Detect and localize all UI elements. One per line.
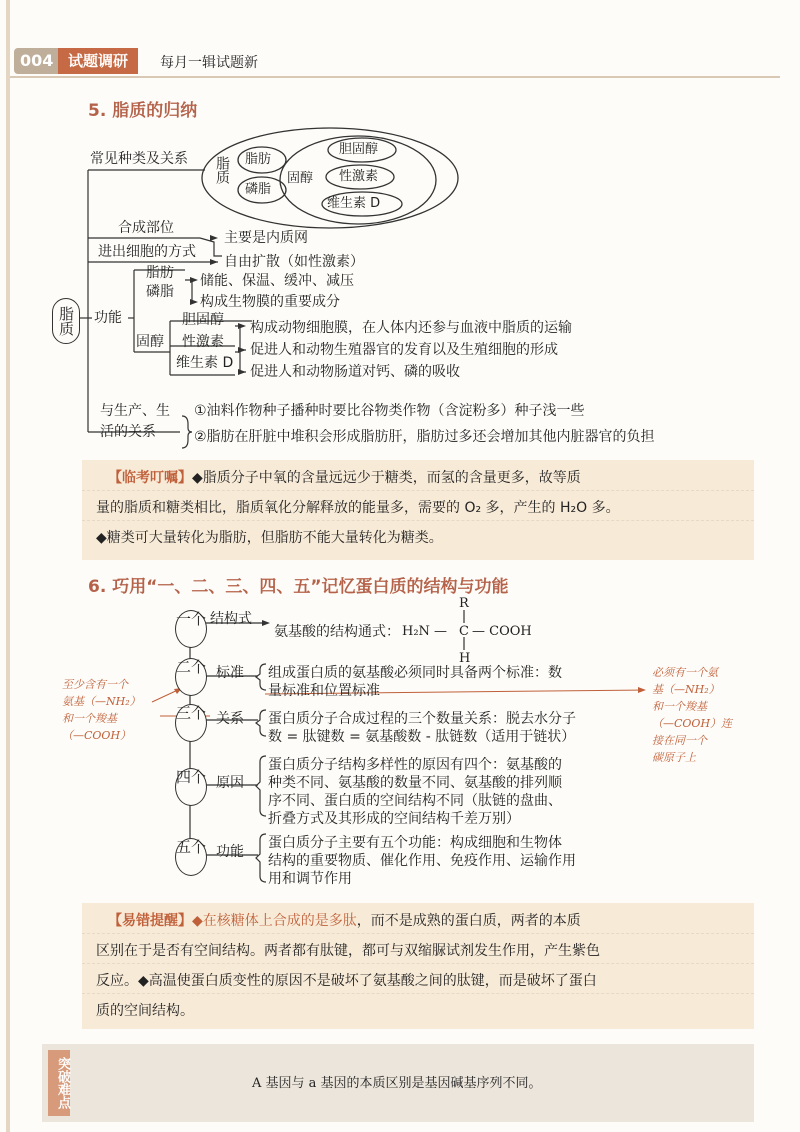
cholesterol-function: 构成动物细胞膜，在人体内还参与血液中脂质的运输 [250,320,572,336]
item2-line1: 组成蛋白质的氨基酸必须同时具备两个标准：数 [268,665,562,681]
number-node-4: 四个 [175,768,207,806]
exam-tip-line1: ◆脂质分子中氧的含量远远少于糖类，而氢的含量更多，故等质 [192,470,581,486]
page-number: 004 [14,48,59,74]
venn-outer-label: 脂质 [214,156,230,184]
exam-tip-line3: ◆糖类可大量转化为脂肪，但脂肪不能大量转化为糖类。 [96,530,443,546]
handwritten-note-left: 至少含有一个 氨基（—NH₂） 和一个羧基 （—COOH） [62,678,141,742]
transport-label: 进出细胞的方式 [98,244,196,260]
venn-phospholipid: 磷脂 [245,182,272,197]
item2-label: 标准 [216,665,244,681]
sex-hormone-function: 促进人和动物生殖器官的发育以及生殖细胞的形成 [250,342,558,358]
error-tip-line1: ，而不是成熟的蛋白质，两者的本质 [356,913,581,929]
item4-line3: 序不同、蛋白质的空间结构不同（肽链的盘曲、 [268,793,562,809]
error-tip-box [82,903,754,1029]
error-tip-label: 【易错提醒】 [108,913,192,929]
footer-box [42,1044,754,1122]
item4-line2: 种类不同、氨基酸的数量不同、氨基酸的排列顺 [268,775,562,791]
venn-sex-hormone: 性激素 [339,169,379,184]
section-6-title: 6. 巧用“一、二、三、四、五”记忆蛋白质的结构与功能 [88,577,509,597]
formula-r: R [459,596,469,611]
fat-node: 脂肪 [146,265,174,281]
item5-line1: 蛋白质分子主要有五个功能：构成细胞和生物体 [268,835,562,851]
venn-sterol: 固醇 [287,171,314,186]
item5-line3: 用和调节作用 [268,871,352,887]
synthesis-value: 主要是内质网 [224,230,308,246]
item2-line2: 量标准和位置标准 [268,683,380,699]
section-5-title: 5. 脂质的归纳 [88,101,198,121]
cholesterol-node: 胆固醇 [182,312,224,328]
venn-fat: 脂肪 [245,152,272,167]
item3-label: 关系 [216,711,244,727]
item3-line1: 蛋白质分子合成过程的三个数量关系：脱去水分子 [268,711,576,727]
item4-line1: 蛋白质分子结构多样性的原因有四个：氨基酸的 [268,757,562,773]
formula-right: — COOH [472,624,532,639]
vitamin-d-node: 维生素 D [176,355,234,371]
life-item-2: ②脂肪在肝脏中堆积会形成脂肪肝，脂肪过多还会增加其他内脏器官的负担 [194,429,655,445]
item5-label: 功能 [216,844,244,860]
formula-center: C [459,624,469,639]
item3-line2: 数 = 肽键数 = 氨基酸数 - 肽链数（适用于链状） [268,729,576,745]
phospholipid-function: 构成生物膜的重要成分 [200,294,340,310]
number-node-2: 二个 [175,658,207,696]
footer-side-label: 突破难点 [48,1050,70,1116]
item4-line4: 折叠方式及其形成的空间结构千差万别） [268,811,520,827]
venn-vitamin-d: 维生素 D [327,196,381,211]
phospholipid-node: 磷脂 [146,284,174,300]
item5-line2: 结构的重要物质、催化作用、免疫作用、运输作用 [268,853,576,869]
exam-tip-label: 【临考叮嘱】 [108,470,192,486]
item1-text: 氨基酸的结构通式： [274,624,400,640]
exam-tip-line2: 量的脂质和糖类相比，脂质氧化分解释放的能量多，需要的 O₂ 多，产生的 H₂O 多。 [96,500,620,516]
item1-label: 结构式 [210,611,252,627]
number-node-1: 一个 [175,610,207,648]
sex-hormone-node: 性激素 [182,334,224,350]
error-tip-highlight: ◆在核糖体上合成的是多肽 [192,913,357,929]
life-label-line2: 活的关系 [100,424,156,440]
error-tip-line2: 区别在于是否有空间结构。两者都有肽键，都可与双缩脲试剂发生作用，产生紫色 [96,943,600,959]
item4-label: 原因 [216,775,244,791]
formula-h: H [459,651,471,666]
sterol-node: 固醇 [136,334,164,350]
error-tip-line3: 反应。◆高温使蛋白质变性的原因不是破坏了氨基酸之间的肽键，而是破坏了蛋白 [96,973,597,989]
vitamin-d-function: 促进人和动物肠道对钙、磷的吸收 [250,364,460,380]
error-tip-line4: 质的空间结构。 [96,1003,194,1019]
function-label: 功能 [94,310,122,326]
synthesis-label: 合成部位 [118,220,174,236]
section-label: 试题调研 [58,48,138,74]
types-label: 常见种类及关系 [90,151,188,167]
lipid-root-node: 脂质 [52,298,80,344]
life-label-line1: 与生产、生 [100,403,170,419]
formula-left: H₂N — [402,624,448,639]
number-node-5: 五个 [175,838,207,876]
footer-note: A 基因与 a 基因的本质区别是基因碱基序列不同。 [252,1076,542,1091]
transport-value: 自由扩散（如性激素） [224,254,364,270]
fat-function: 储能、保温、缓冲、减压 [200,273,354,289]
venn-cholesterol: 胆固醇 [339,142,379,157]
life-item-1: ①油料作物种子播种时要比谷物类作物（含淀粉多）种子浅一些 [194,403,585,419]
number-node-3: 三个 [175,704,207,742]
header-subtitle: 每月一辑试题新 [160,55,258,71]
handwritten-note-right: 必须有一个氨 基（—NH₂） 和一个羧基 （—COOH）连 接在同一个 碳原子上 [652,666,733,764]
